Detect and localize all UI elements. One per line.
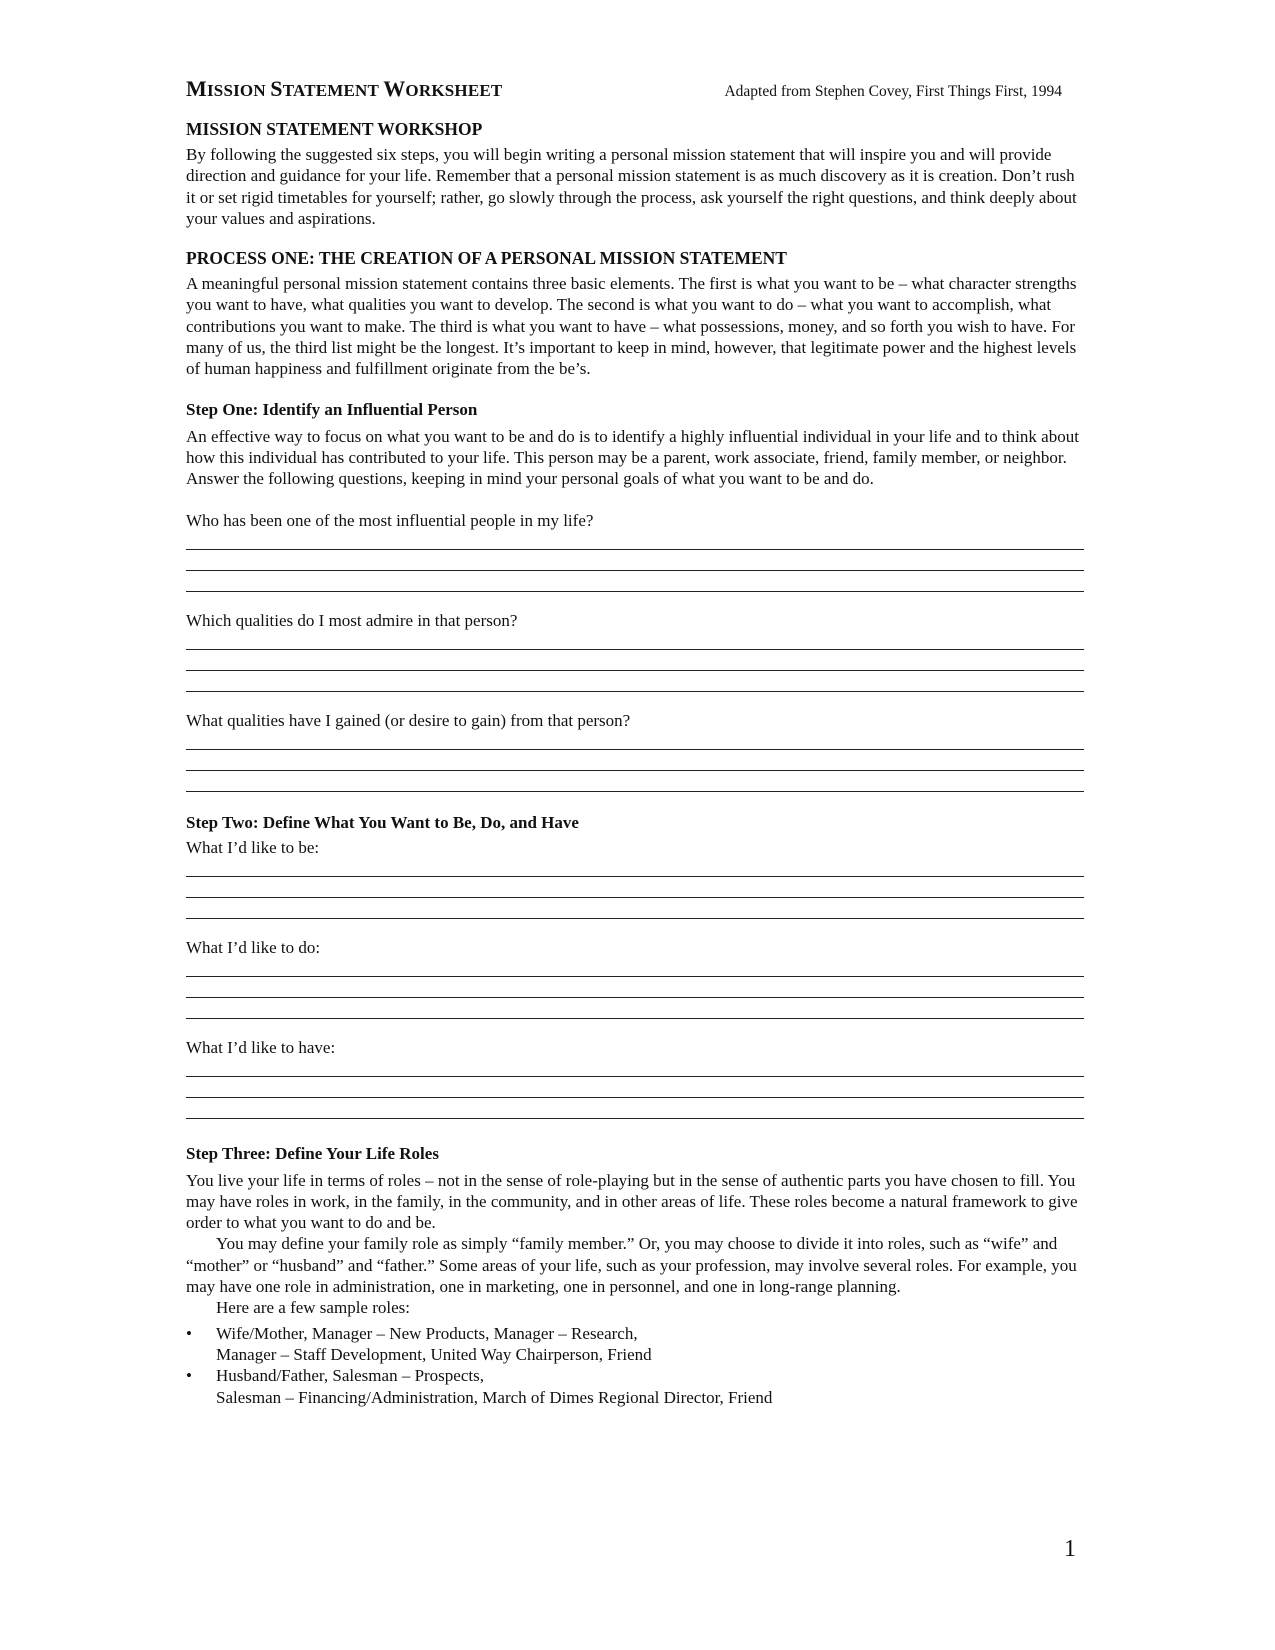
answer-lines[interactable] (186, 956, 1084, 1019)
step-three-heading: Step Three: Define Your Life Roles (186, 1143, 439, 1163)
step-two-heading: Step Two: Define What You Want to Be, Do, and Have (186, 812, 579, 832)
answer-line[interactable] (186, 1098, 1084, 1119)
answer-line[interactable] (186, 750, 1084, 771)
answer-line[interactable] (186, 571, 1084, 592)
title-letter: M (186, 76, 207, 101)
list-item (186, 1365, 1084, 1408)
answer-lines[interactable] (186, 856, 1084, 919)
answer-lines[interactable] (186, 1056, 1084, 1119)
answer-line[interactable] (186, 650, 1084, 671)
question-admired-qualities: Which qualities do I most admire in that person? (186, 610, 518, 630)
question-influential-person: Who has been one of the most influential people in my life? (186, 510, 594, 530)
answer-line[interactable] (186, 550, 1084, 571)
step-one-body: An effective way to focus on what you want to be and do is to identify a highly influential individual in your life and to think about how this individual has contributed to your life. This person may be a parent, work associate, friend, family member, or neighbor. Answer the following questions, keeping in mind your personal goals of what you want to be and do. (186, 426, 1079, 489)
answer-line[interactable] (186, 956, 1084, 977)
answer-line[interactable] (186, 898, 1084, 919)
question-gained-qualities: What qualities have I gained (or desire to gain) from that person? (186, 710, 631, 730)
sample-roles-list (186, 1323, 1084, 1408)
answer-line[interactable] (186, 1077, 1084, 1098)
step-three-section (186, 1143, 1084, 1408)
answer-line[interactable] (186, 1056, 1084, 1077)
role-line: Manager – Staff Development, United Way Chairperson, Friend (216, 1344, 652, 1364)
answer-line[interactable] (186, 977, 1084, 998)
page-header (186, 76, 1084, 116)
answer-line[interactable] (186, 629, 1084, 650)
role-line: Wife/Mother, Manager – New Products, Manager – Research, (216, 1323, 638, 1343)
process-one-section (186, 247, 1084, 379)
workshop-section (186, 118, 1084, 229)
role-line: Husband/Father, Salesman – Prospects, (216, 1366, 484, 1386)
title-letter: S (270, 76, 283, 101)
question-like-to-be: What I’d like to be: (186, 837, 320, 857)
answer-lines[interactable] (186, 529, 1084, 592)
question-like-to-do: What I’d like to do: (186, 937, 321, 957)
question-like-to-have: What I’d like to have: (186, 1037, 336, 1057)
source-credit: Adapted from Stephen Covey, First Things First, 1994 (724, 83, 1062, 100)
answer-lines[interactable] (186, 629, 1084, 692)
answer-line[interactable] (186, 529, 1084, 550)
answer-line[interactable] (186, 998, 1084, 1019)
title-letter: W (383, 76, 406, 101)
step-one-section (186, 399, 1084, 792)
list-item (186, 1323, 1084, 1366)
page-title (186, 76, 502, 102)
title-part: ISSION (206, 81, 271, 100)
step-two-section (186, 812, 1084, 1119)
answer-line[interactable] (186, 671, 1084, 692)
answer-line[interactable] (186, 856, 1084, 877)
role-line: Salesman – Financing/Administration, March of Dimes Regional Director, Friend (216, 1387, 773, 1407)
answer-line[interactable] (186, 877, 1084, 898)
title-part: TATEMENT (282, 81, 384, 100)
step-three-paragraph: You may define your family role as simply “family member.” Or, you may choose to divide it into roles, such as “wife” and “mother” or “husband” and “father.” Some areas of your life, such as your profession, may involve several roles. For example, you may have one role in administration, one in marketing, one in personnel, and one in long-range planning. (186, 1234, 1077, 1297)
worksheet-page (186, 76, 1084, 1408)
page-number: 1 (1064, 1536, 1076, 1562)
workshop-heading: MISSION STATEMENT WORKSHOP (186, 119, 483, 139)
answer-lines[interactable] (186, 729, 1084, 792)
title-part: ORKSHEET (405, 81, 503, 100)
step-three-paragraph: You live your life in terms of roles – not in the sense of role-playing but in the sense of authentic parts you have chosen to fill. You may have roles in work, in the family, in the community, and in other areas of life. These roles become a natural framework to give order to what you want to do and be. (186, 1170, 1078, 1233)
step-three-paragraph: Here are a few sample roles: (216, 1298, 410, 1318)
process-one-heading: PROCESS ONE: THE CREATION OF A PERSONAL MISSION STATEMENT (186, 248, 787, 269)
step-one-heading: Step One: Identify an Influential Person (186, 399, 478, 419)
workshop-body: By following the suggested six steps, you will begin writing a personal mission statement that will inspire you and will provide direction and guidance for your life. Remember that a personal mission statement is as much discovery as it is creation. Don’t rush it or set rigid timetables for yourself; rather, go slowly through the process, ask yourself the right questions, and think deeply about your values and aspirations. (186, 145, 1077, 228)
answer-line[interactable] (186, 729, 1084, 750)
answer-line[interactable] (186, 771, 1084, 792)
process-one-body: A meaningful personal mission statement contains three basic elements. The first is what you want to be – what character strengths you want to have, what qualities you want to develop. The second is what you want to do – what you want to accomplish, what contributions you want to make. The third is what you want to have – what possessions, money, and so forth you wish to have. For many of us, the third list might be the longest. It’s important to keep in mind, however, that legitimate power and the highest levels of human happiness and fulfillment originate from the be’s. (186, 274, 1077, 379)
